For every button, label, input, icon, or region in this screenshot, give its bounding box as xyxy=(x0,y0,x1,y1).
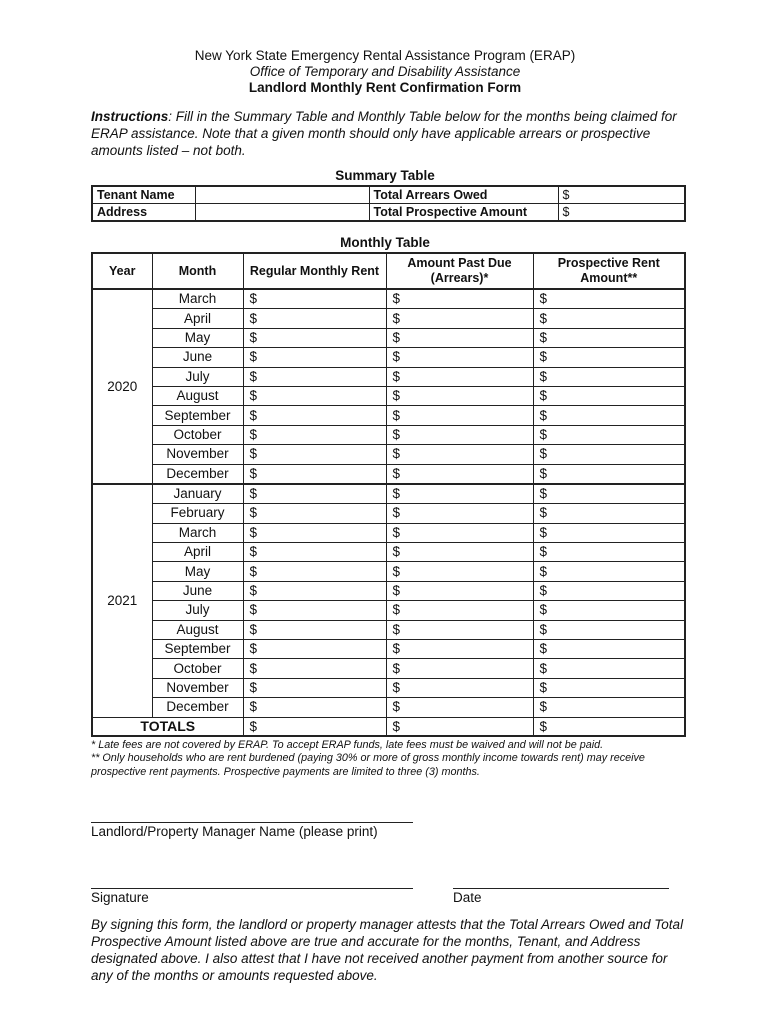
total-arrears-field[interactable]: $ xyxy=(558,186,685,204)
total-prospective-label: Total Prospective Amount xyxy=(369,204,558,222)
regular-rent-field[interactable]: $ xyxy=(243,445,386,464)
table-row xyxy=(92,425,685,444)
prospective-field[interactable]: $ xyxy=(533,309,685,328)
arrears-field[interactable]: $ xyxy=(386,406,533,425)
arrears-field[interactable]: $ xyxy=(386,562,533,581)
name-signature-line[interactable] xyxy=(91,822,413,823)
col-header-prospective: Prospective Rent Amount** xyxy=(533,253,685,289)
table-row xyxy=(92,523,685,542)
col-header-regular-rent: Regular Monthly Rent xyxy=(243,253,386,289)
table-row xyxy=(92,445,685,464)
arrears-field[interactable]: $ xyxy=(386,386,533,405)
arrears-field[interactable]: $ xyxy=(386,543,533,562)
prospective-field[interactable]: $ xyxy=(533,504,685,523)
instructions xyxy=(91,108,691,159)
month-cell: July xyxy=(152,367,243,386)
regular-rent-field[interactable]: $ xyxy=(243,659,386,678)
prospective-field[interactable]: $ xyxy=(533,328,685,347)
arrears-field[interactable]: $ xyxy=(386,678,533,697)
arrears-field[interactable]: $ xyxy=(386,445,533,464)
month-cell: September xyxy=(152,640,243,659)
month-cell: November xyxy=(152,678,243,697)
monthly-table xyxy=(91,252,686,737)
monthly-table-title: Monthly Table xyxy=(340,235,430,250)
prospective-field[interactable]: $ xyxy=(533,484,685,504)
regular-rent-field[interactable]: $ xyxy=(243,640,386,659)
footnote-late-fees: * Late fees are not covered by ERAP. To accept ERAP funds, late fees must be waived and will not be paid. xyxy=(91,739,604,751)
table-row xyxy=(92,309,685,328)
regular-rent-field[interactable]: $ xyxy=(243,367,386,386)
total-prospective-field[interactable]: $ xyxy=(533,717,685,736)
month-cell: March xyxy=(152,523,243,542)
table-row xyxy=(92,504,685,523)
total-regular-rent-field[interactable]: $ xyxy=(243,717,386,736)
prospective-field[interactable]: $ xyxy=(533,543,685,562)
regular-rent-field[interactable]: $ xyxy=(243,601,386,620)
total-arrears-field[interactable]: $ xyxy=(386,717,533,736)
arrears-field[interactable]: $ xyxy=(386,328,533,347)
month-cell: August xyxy=(152,386,243,405)
month-cell: April xyxy=(152,543,243,562)
table-row xyxy=(92,348,685,367)
prospective-field[interactable]: $ xyxy=(533,678,685,697)
month-cell: October xyxy=(152,425,243,444)
signature-label: Signature xyxy=(91,890,149,905)
total-arrears-label: Total Arrears Owed xyxy=(369,186,558,204)
year-cell: 2020 xyxy=(92,289,152,484)
instructions-label: Instructions xyxy=(91,109,169,124)
regular-rent-field[interactable]: $ xyxy=(243,406,386,425)
landlord-name-label: Landlord/Property Manager Name (please print) xyxy=(91,824,378,839)
regular-rent-field[interactable]: $ xyxy=(243,678,386,697)
month-cell: February xyxy=(152,504,243,523)
prospective-field[interactable]: $ xyxy=(533,698,685,717)
month-cell: May xyxy=(152,328,243,347)
regular-rent-field[interactable]: $ xyxy=(243,698,386,717)
regular-rent-field[interactable]: $ xyxy=(243,464,386,484)
regular-rent-field[interactable]: $ xyxy=(243,484,386,504)
prospective-field[interactable]: $ xyxy=(533,425,685,444)
month-cell: October xyxy=(152,659,243,678)
month-cell: June xyxy=(152,348,243,367)
regular-rent-field[interactable]: $ xyxy=(243,581,386,600)
prospective-field[interactable]: $ xyxy=(533,289,685,309)
month-cell: March xyxy=(152,289,243,309)
prospective-field[interactable]: $ xyxy=(533,620,685,639)
totals-label: TOTALS xyxy=(92,717,243,736)
summary-table xyxy=(91,185,686,222)
form-header-office: Office of Temporary and Disability Assistance xyxy=(249,64,521,79)
prospective-field[interactable]: $ xyxy=(533,348,685,367)
arrears-field[interactable]: $ xyxy=(386,309,533,328)
arrears-field[interactable]: $ xyxy=(386,425,533,444)
arrears-field[interactable]: $ xyxy=(386,523,533,542)
date-line[interactable] xyxy=(453,888,669,889)
instructions-text: : Fill in the Summary Table and Monthly Table below for the months being claimed for ERAP assistance. Note that a given month should only have applicable arrears or prospective amounts listed – not both. xyxy=(91,109,677,158)
year-cell: 2021 xyxy=(92,484,152,717)
prospective-field[interactable]: $ xyxy=(533,659,685,678)
month-cell: December xyxy=(152,698,243,717)
table-row xyxy=(92,328,685,347)
prospective-field[interactable]: $ xyxy=(533,581,685,600)
arrears-field[interactable]: $ xyxy=(386,601,533,620)
month-cell: November xyxy=(152,445,243,464)
arrears-field[interactable]: $ xyxy=(386,640,533,659)
prospective-field[interactable]: $ xyxy=(533,640,685,659)
table-row xyxy=(92,659,685,678)
table-row xyxy=(92,698,685,717)
regular-rent-field[interactable]: $ xyxy=(243,504,386,523)
regular-rent-field[interactable]: $ xyxy=(243,289,386,309)
table-row xyxy=(92,367,685,386)
arrears-field[interactable]: $ xyxy=(386,659,533,678)
month-cell: September xyxy=(152,406,243,425)
month-cell: August xyxy=(152,620,243,639)
table-row xyxy=(92,406,685,425)
prospective-field[interactable]: $ xyxy=(533,386,685,405)
signature-line[interactable] xyxy=(91,888,413,889)
arrears-field[interactable]: $ xyxy=(386,289,533,309)
prospective-field[interactable]: $ xyxy=(533,406,685,425)
total-prospective-field[interactable]: $ xyxy=(558,204,685,222)
arrears-field[interactable]: $ xyxy=(386,367,533,386)
date-label: Date xyxy=(453,890,482,905)
prospective-field[interactable]: $ xyxy=(533,445,685,464)
table-row xyxy=(92,620,685,639)
col-header-arrears: Amount Past Due (Arrears)* xyxy=(386,253,533,289)
month-cell: May xyxy=(152,562,243,581)
table-row xyxy=(92,640,685,659)
arrears-field[interactable]: $ xyxy=(386,620,533,639)
table-row xyxy=(92,601,685,620)
regular-rent-field[interactable]: $ xyxy=(243,543,386,562)
prospective-field[interactable]: $ xyxy=(533,562,685,581)
tenant-name-label: Tenant Name xyxy=(92,186,195,204)
footnote-prospective: ** Only households who are rent burdened (paying 30% or more of gross monthly income towards rent) may receive prospective rent payments. Prospective payments are limited to three (3) months. xyxy=(91,752,645,778)
table-row xyxy=(92,581,685,600)
regular-rent-field[interactable]: $ xyxy=(243,620,386,639)
arrears-field[interactable]: $ xyxy=(386,504,533,523)
table-row xyxy=(92,678,685,697)
month-cell: April xyxy=(152,309,243,328)
prospective-field[interactable]: $ xyxy=(533,464,685,484)
regular-rent-field[interactable]: $ xyxy=(243,328,386,347)
month-cell: January xyxy=(152,484,243,504)
regular-rent-field[interactable]: $ xyxy=(243,309,386,328)
arrears-field[interactable]: $ xyxy=(386,581,533,600)
tenant-name-field[interactable] xyxy=(195,186,369,204)
regular-rent-field[interactable]: $ xyxy=(243,523,386,542)
regular-rent-field[interactable]: $ xyxy=(243,386,386,405)
table-row xyxy=(92,289,685,309)
arrears-field[interactable]: $ xyxy=(386,464,533,484)
col-header-year: Year xyxy=(92,253,152,289)
regular-rent-field[interactable]: $ xyxy=(243,348,386,367)
form-header-program: New York State Emergency Rental Assistance Program (ERAP) xyxy=(194,48,576,63)
month-cell: June xyxy=(152,581,243,600)
summary-table-title: Summary Table xyxy=(335,168,435,183)
prospective-field[interactable]: $ xyxy=(533,601,685,620)
table-row xyxy=(92,543,685,562)
prospective-field[interactable]: $ xyxy=(533,523,685,542)
table-row xyxy=(92,562,685,581)
attestation-text: By signing this form, the landlord or property manager attests that the Total Arrears Owed and Total Prospective Amount listed above are true and accurate for the months, Tenant, and Address designated above. I also attest that I have not received another payment from another source for any of the months or amounts requested above. xyxy=(91,917,684,983)
arrears-field[interactable]: $ xyxy=(386,698,533,717)
month-cell: December xyxy=(152,464,243,484)
table-row xyxy=(92,464,685,484)
col-header-month: Month xyxy=(152,253,243,289)
arrears-field[interactable]: $ xyxy=(386,484,533,504)
prospective-field[interactable]: $ xyxy=(533,367,685,386)
month-cell: July xyxy=(152,601,243,620)
regular-rent-field[interactable]: $ xyxy=(243,425,386,444)
table-row xyxy=(92,484,685,504)
arrears-field[interactable]: $ xyxy=(386,348,533,367)
address-field[interactable] xyxy=(195,204,369,222)
address-label: Address xyxy=(92,204,195,222)
table-row xyxy=(92,386,685,405)
form-title: Landlord Monthly Rent Confirmation Form xyxy=(248,80,522,95)
regular-rent-field[interactable]: $ xyxy=(243,562,386,581)
